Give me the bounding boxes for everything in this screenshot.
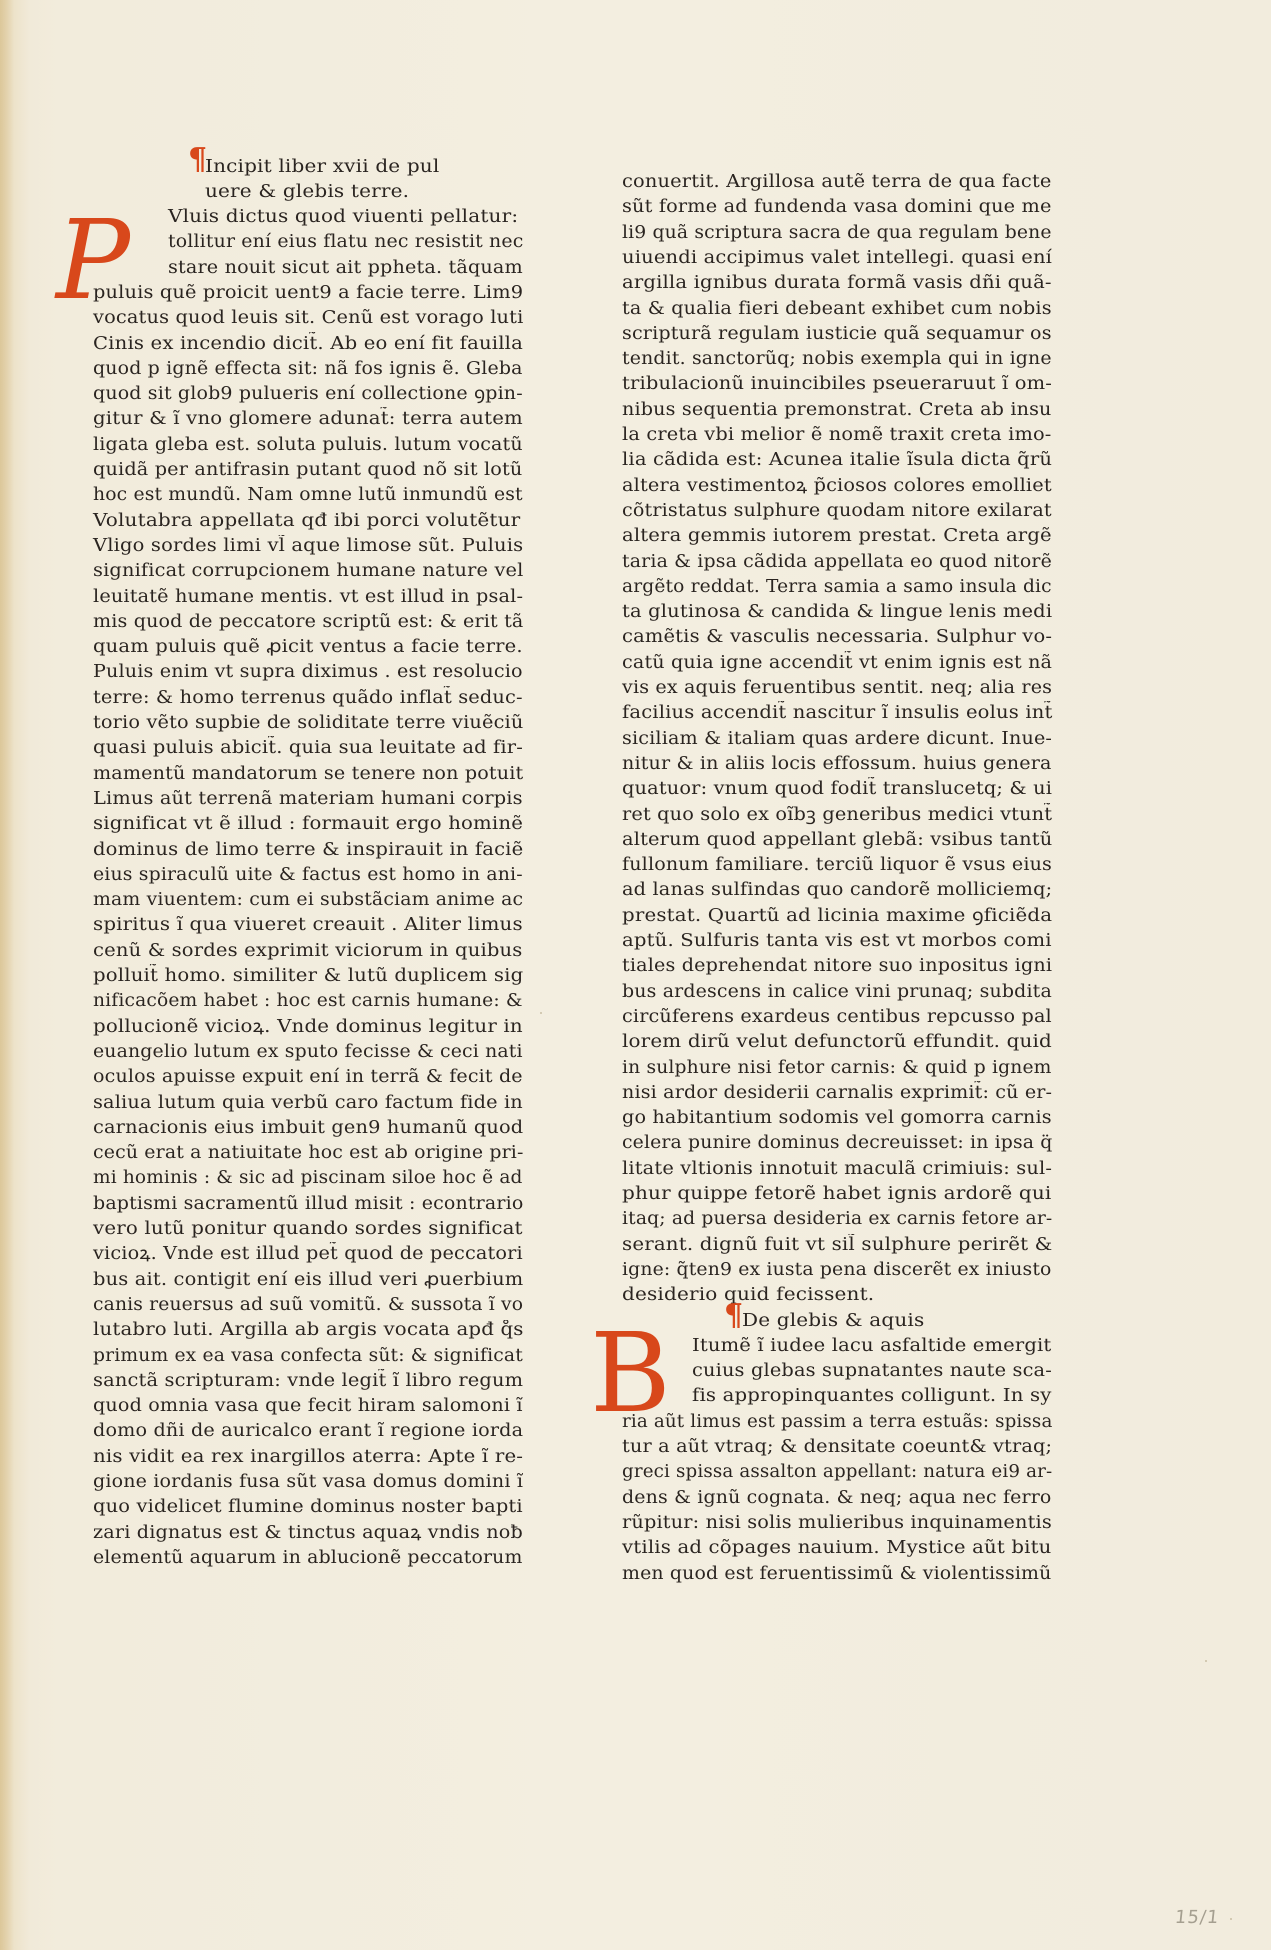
text-line: ta glutinosa & candida & lingue lenis medi xyxy=(622,602,1053,623)
rubric-paragraph-mark-icon: ¶ xyxy=(188,142,208,177)
text-line: siciliam & italiam quas ardere dicunt. Inue- xyxy=(622,728,1053,749)
text-line: elementũ aquarum in ablucionẽ peccatorum xyxy=(93,1547,523,1568)
text-line: lutabro luti. Argilla ab argis vocata apđ q̊s xyxy=(93,1320,524,1341)
text-line: ret quo solo ex oĩbꝫ generibus medici vtunt̃ xyxy=(622,804,1053,825)
text-line: la creta vbi melior ẽ nomẽ traxit creta imo- xyxy=(622,425,1052,445)
text-line: tribulacionũ inuincibiles pseueraruut ĩ om- xyxy=(622,374,1052,395)
text-line: tendit. sanctorũq; nobis exempla qui in igne xyxy=(622,349,1052,370)
text-line: Limus aũt terrenã materiam humani corpis xyxy=(93,788,523,809)
text-line: oculos apuisse expuit ení in terrã & fecit de xyxy=(93,1067,523,1088)
text-line: carnacionis eius imbuit gen9 humanũ quod xyxy=(93,1117,524,1138)
text-line: itaq; ad puersa desideria ex carnis fetore ar- xyxy=(622,1209,1053,1230)
text-line: quod sit glob9 pulueris ení collectione ꝯpin- xyxy=(93,384,523,405)
text-line: uiuendi accipimus valet intellegi. quasi ení xyxy=(622,247,1053,268)
text-line: significat vt ẽ illud : formauit ergo hominẽ xyxy=(93,814,524,835)
text-line: nitur & in aliis locis effossum. huius genera xyxy=(622,753,1052,774)
chapter-heading-line-1: Incipit liber xvii de pul xyxy=(205,157,440,177)
text-line: Cinis ex incendio dicit̃. Ab eo ení fit fauilla xyxy=(93,333,524,354)
text-line: phur quippe fetorẽ habet ignis ardorẽ qui xyxy=(622,1184,1052,1204)
text-line: polluit̃ homo. similiter & lutũ duplicem sig xyxy=(93,966,524,986)
section-heading: De glebis & aquis xyxy=(742,1310,925,1331)
text-line: cecũ erat a natiuitate hoc est ab origine pri- xyxy=(93,1143,524,1164)
text-line: ria aũt limus est passim a terra estuãs: spissa xyxy=(622,1411,1053,1432)
text-line: altera gemmis iutorem prestat. Creta argẽ xyxy=(622,526,1052,547)
text-line: nisi ardor desiderii carnalis exprimit̃: cũ er- xyxy=(622,1082,1053,1103)
text-line: stare nouit sicut ait pphetа. tãquam xyxy=(168,257,523,278)
text-line: in sulphure nisi fetor carnis: & quid p ignem xyxy=(622,1057,1052,1078)
text-line: catũ quia igne accendit̃ vt enim ignis est nã xyxy=(622,652,1053,673)
text-line: men quod est feruentissimũ & violentissimũ xyxy=(622,1563,1052,1584)
text-line: torio vẽto supbie de soliditate terre viuẽciũ xyxy=(93,713,524,733)
text-line: lorem dirũ velut defunctorũ effundit. quid xyxy=(622,1032,1052,1053)
text-line: circũferens exardeus centibus repcusso pal xyxy=(622,1006,1052,1027)
text-line: saliua lutum quia verbũ caro factum fide in xyxy=(93,1092,523,1113)
paper-speck xyxy=(1230,1918,1232,1920)
text-line: Puluis enim vt supra diximus . est resolucio xyxy=(93,662,523,683)
text-line: alterum quod appellant glebã: vsibus tantũ xyxy=(622,829,1053,850)
text-line: li9 quã scriptura sacra de qua regulam bene xyxy=(622,222,1052,243)
text-line: terre: & homo terrenus quãdo inflat̃ seduc- xyxy=(93,687,523,708)
text-line: vicioꝝ. Vnde est illud pet̃ quod de peccatori xyxy=(93,1244,523,1265)
text-line: zari dignatus est & tinctus aquaꝝ vndis noƀ xyxy=(93,1522,523,1543)
text-line: vtilis ad cõpages nauium. Mystice aũt bitu xyxy=(622,1538,1052,1559)
text-line: tur a aũt vtraq; & densitate coeunt& vtraq; xyxy=(622,1437,1053,1457)
text-line: camẽtis & vasculis necessaria. Sulphur vo- xyxy=(622,627,1053,648)
text-line: mamentũ mandatorum se tenere non potuit xyxy=(93,763,524,784)
text-line: prestat. Quartũ ad licinia maxime ꝯficiẽda xyxy=(622,905,1053,926)
text-line: vis ex aquis feruentibus sentit. neq; alia res xyxy=(622,678,1053,698)
text-line: igne: q̃ten9 ex iusta pena discerẽt ex iniusto xyxy=(622,1259,1052,1280)
text-line: sanctã scripturam: vnde legit̃ ĩ libro regum xyxy=(93,1370,524,1391)
text-line: quidã per antifrasin putant quod nõ sit lotũ xyxy=(93,460,523,480)
text-line: ta & qualia fieri debeant exhibet cum nobis xyxy=(622,298,1052,319)
text-line: bus ardescens in calice vini prunaq; subdita xyxy=(622,981,1052,1002)
text-line: rũpitur: nisi solis mulieribus inquinamentis xyxy=(622,1512,1052,1533)
text-line: primum ex ea vasa confecta sũt: & significat xyxy=(93,1345,523,1366)
text-line: quod p ignẽ effecta sit: nã fos ignis ẽ. Gleba xyxy=(93,358,523,379)
chapter-heading-line-2: uere & glebis terre. xyxy=(205,182,410,202)
text-line: gitur & ĩ vno glomere adunat̃: terra autem xyxy=(93,409,523,430)
text-line: tollitur ení eius flatu nec resistit nec xyxy=(168,232,524,253)
text-line: puluis quẽ proicit uent9 a facie terre. Lim9 xyxy=(93,282,524,303)
text-line: cuius glebas supnatantes naute sca- xyxy=(692,1361,1052,1382)
rubricated-initial-b: B xyxy=(590,1309,671,1437)
text-line: Vluis dictus quod viuenti pellatur: xyxy=(168,207,519,227)
text-line: fullonum familiare. terciũ liquor ẽ vsus eius xyxy=(622,855,1053,876)
text-line: taria & ipsa cãdida appellata eo quod nitorẽ xyxy=(622,551,1052,572)
text-line: pollucionẽ vicioꝝ. Vnde dominus legitur in xyxy=(93,1016,523,1037)
text-line: altera vestimentoꝝ p̃ciosos colores emolliet xyxy=(622,475,1052,496)
text-line: argẽto reddat. Terra samia a samo insula dic xyxy=(622,576,1052,597)
text-line: argilla ignibus durata formã vasis dñi quã- xyxy=(622,273,1052,294)
text-line: cenũ & sordes exprimit viciorum in quibus xyxy=(93,940,523,961)
text-line: dominus de limo terre & inspirauit in faciẽ xyxy=(93,839,524,860)
text-line: ligata gleba est. soluta puluis. lutum vocatũ xyxy=(93,434,523,455)
text-line: fis appropinquantes colligunt. In sy xyxy=(692,1386,1052,1407)
rubricated-initial-p: P xyxy=(56,196,131,324)
text-line: aptũ. Sulfuris tanta vis est vt morbos comi xyxy=(622,931,1052,951)
page-gutter-shadow xyxy=(0,0,14,1950)
text-line: serant. dignũ fuit vt sil̃ sulphure perirẽt & xyxy=(622,1234,1053,1255)
text-line: Vligo sordes limi vl̃ aque limose sũt. Puluis xyxy=(93,535,524,556)
text-line: mam viuentem: cum ei substãciam anime ac xyxy=(93,890,524,911)
paper-speck xyxy=(1205,1660,1207,1662)
pencil-annotation: 15/1 xyxy=(1173,1907,1221,1928)
text-line: mi hominis : & sic ad piscinam siloe hoc ẽ ad xyxy=(93,1168,523,1189)
text-line: gione iordanis fusa sũt vasa domus domini ĩ xyxy=(93,1472,524,1492)
text-line: quod omnia vasa que fecit hiram salomoni ĩ xyxy=(93,1396,523,1417)
text-line: scripturã regulam iusticie quã sequamur os xyxy=(622,323,1052,344)
text-line: baptismi sacramentũ illud misit : econtrario xyxy=(93,1193,524,1214)
text-line: Itumẽ ĩ iudee lacu asfaltide emergit xyxy=(692,1335,1052,1356)
text-line: significat corrupcionem humane nature vel xyxy=(93,561,524,582)
text-line: quam puluis quẽ ꝓicit ventus a facie terre. xyxy=(93,637,523,658)
text-line: litate vltionis innotuit maculã crimiuis: sul- xyxy=(622,1158,1053,1179)
text-line: Volutabra appellata qđ ibi porci volutẽtur xyxy=(93,510,521,531)
text-line: vero lutũ ponitur quando sordes significat xyxy=(93,1219,523,1239)
text-line: bus ait. contigit ení eis illud veri ꝓuerbium xyxy=(93,1269,524,1290)
text-line: mis quod de peccatore scriptũ est: & erit tã xyxy=(93,611,524,632)
text-line: dens & ignũ cognata. & neq; aqua nec ferro xyxy=(622,1487,1052,1508)
text-line: quatuor: vnum quod fodit̃ translucetq; & ui xyxy=(622,779,1053,800)
text-line: vocatus quod leuis sit. Cenũ est vorago luti xyxy=(93,308,524,329)
text-line: desiderio quid fecissent. xyxy=(622,1285,875,1306)
text-line: go habitantium sodomis vel gomorra carnis xyxy=(622,1108,1052,1129)
text-line: eius spiraculũ uite & factus est homo in ani- xyxy=(93,864,523,885)
text-line: lia cãdida est: Acunea italie ĩsula dicta q̃rũ xyxy=(622,450,1053,471)
paper-speck xyxy=(540,1012,542,1014)
rubric-paragraph-mark-icon: ¶ xyxy=(724,1297,744,1333)
text-line: greci spissa assalton appellant: natura ei9 ar- xyxy=(622,1462,1053,1483)
text-line: quasi puluis abicit̃. quia sua leuitate ad fir- xyxy=(93,738,523,759)
text-line: leuitatẽ humane mentis. vt est illud in psal- xyxy=(93,586,524,607)
text-line: nificacõem habet : hoc est carnis humane: & xyxy=(93,991,523,1012)
text-line: spiritus ĩ qua viueret creauit . Aliter limus xyxy=(93,915,523,936)
text-line: facilius accendit̃ nascitur ĩ insulis eolus int̃ xyxy=(622,703,1053,724)
text-line: quo videlicet flumine dominus noster bapti xyxy=(93,1497,523,1518)
text-line: domo dñi de auricalco erant ĩ regione iorda xyxy=(93,1421,524,1442)
text-line: euangelio lutum ex sputo fecisse & ceci nati xyxy=(93,1041,523,1062)
text-line: nibus sequentia premonstrat. Creta ab insu xyxy=(622,399,1052,420)
text-line: sũt forme ad fundenda vasa domini que me xyxy=(622,197,1052,218)
text-line: hoc est mundũ. Nam omne lutũ inmundũ est xyxy=(93,485,523,506)
text-line: ad lanas sulfindas quo candorẽ molliciemq; xyxy=(622,880,1053,901)
text-line: canis reuersus ad suũ vomitũ. & sussota ĩ vo xyxy=(93,1294,524,1315)
text-line: conuertit. Argillosa autẽ terra de qua facte xyxy=(622,172,1052,192)
text-line: celera punire dominus decreuisset: in ipsa q̈ xyxy=(622,1133,1053,1154)
text-line: cõtristatus sulphure quodam nitore exilarat xyxy=(622,500,1052,521)
text-line: nis vidit ea rex inargillos aterra: Apte ĩ re- xyxy=(93,1446,524,1467)
text-line: tiales deprehendat nitore suo inpositus igni xyxy=(622,956,1053,977)
